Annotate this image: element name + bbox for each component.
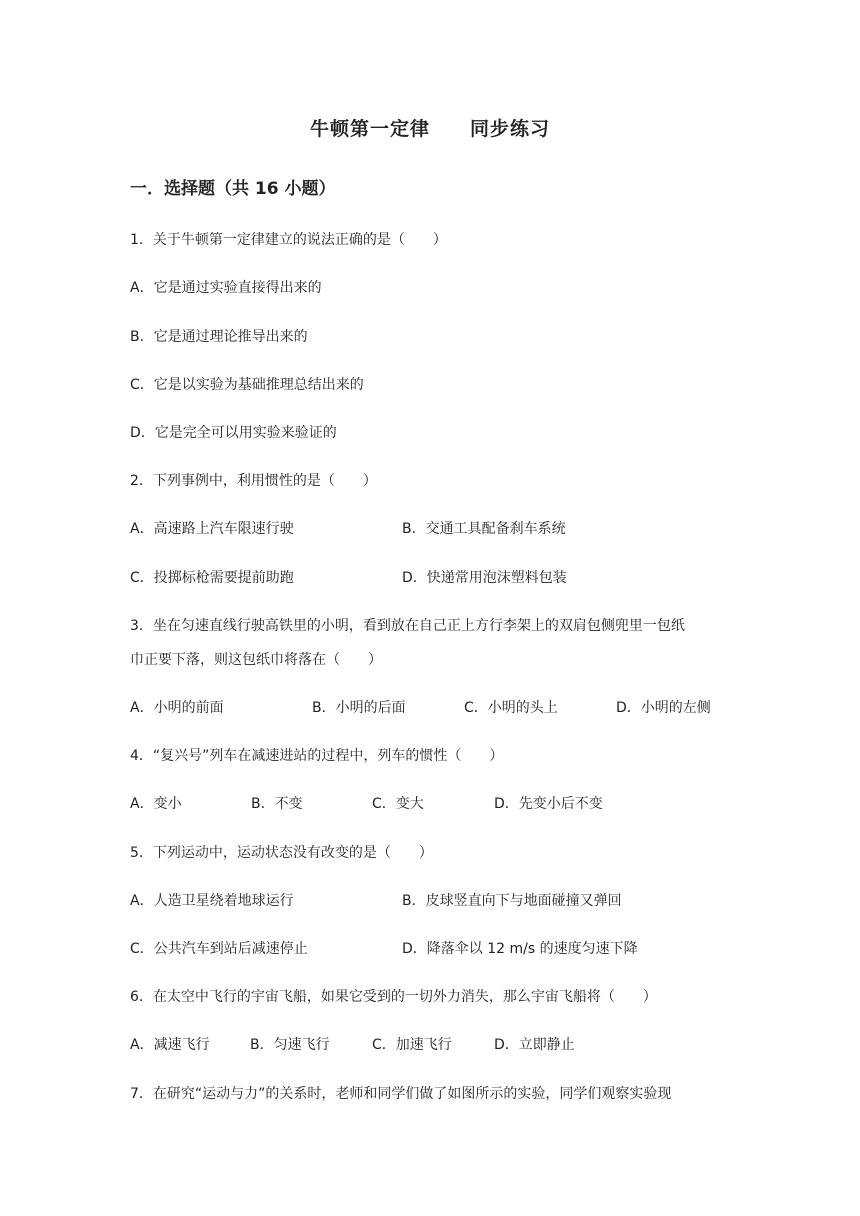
question-1-option-c[interactable]: C．它是以实验为基础推理总结出来的 (130, 377, 364, 393)
question-1-option-d[interactable]: D．它是完全可以用实验来验证的 (130, 425, 337, 441)
question-5-option-c[interactable]: C．公共汽车到站后减速停止 (130, 941, 308, 957)
question-3-stem-line-2: 巾正要下落，则这包纸巾将落在（ ） (130, 652, 382, 668)
question-1-stem: 1．关于牛顿第一定律建立的说法正确的是（ ） (130, 232, 447, 248)
question-2-option-b[interactable]: B．交通工具配备刹车系统 (402, 521, 566, 537)
question-6-stem: 6．在太空中飞行的宇宙飞船，如果它受到的一切外力消失，那么宇宙飞船将（ ） (130, 989, 657, 1005)
question-4-option-b[interactable]: B．不变 (251, 796, 303, 812)
question-4-option-a[interactable]: A．变小 (130, 796, 182, 812)
question-6-option-d[interactable]: D．立即静止 (494, 1037, 575, 1053)
question-4-stem: 4．“复兴号”列车在减速进站的过程中，列车的惯性（ ） (130, 748, 504, 764)
question-6-option-a[interactable]: A．减速飞行 (130, 1037, 210, 1053)
question-5-option-b[interactable]: B．皮球竖直向下与地面碰撞又弹回 (402, 893, 622, 909)
question-5-stem: 5．下列运动中，运动状态没有改变的是（ ） (130, 845, 433, 861)
question-2-option-c[interactable]: C．投掷标枪需要提前助跑 (130, 570, 294, 586)
section-heading: 一．选择题（共 16 小题） (130, 179, 336, 199)
page-title: 牛顿第一定律 同步练习 (309, 118, 550, 140)
question-3-option-c[interactable]: C．小明的头上 (464, 700, 558, 716)
question-5-option-d[interactable]: D．降落伞以 12 m/s 的速度匀速下降 (402, 941, 638, 957)
question-5-option-a[interactable]: A．人造卫星绕着地球运行 (130, 893, 294, 909)
question-2-option-a[interactable]: A．高速路上汽车限速行驶 (130, 521, 294, 537)
question-6-option-b[interactable]: B．匀速飞行 (250, 1037, 330, 1053)
question-3-option-a[interactable]: A．小明的前面 (130, 700, 224, 716)
question-2-stem: 2．下列事例中，利用惯性的是（ ） (130, 473, 377, 489)
question-1-option-b[interactable]: B．它是通过理论推导出来的 (130, 329, 308, 345)
question-4-option-c[interactable]: C．变大 (372, 796, 424, 812)
question-1-option-a[interactable]: A．它是通过实验直接得出来的 (130, 280, 322, 296)
question-3-option-d[interactable]: D．小明的左侧 (616, 700, 711, 716)
question-4-option-d[interactable]: D．先变小后不变 (494, 796, 603, 812)
question-3-stem-line-1: 3．坐在匀速直线行驶高铁里的小明，看到放在自己正上方行李架上的双肩包侧兜里一包纸 (130, 618, 685, 634)
question-2-option-d[interactable]: D．快递常用泡沫塑料包装 (402, 570, 567, 586)
question-7-stem: 7．在研究“运动与力”的关系时，老师和同学们做了如图所示的实验，同学们观察实验现 (130, 1086, 672, 1102)
question-6-option-c[interactable]: C．加速飞行 (372, 1037, 452, 1053)
question-3-option-b[interactable]: B．小明的后面 (312, 700, 406, 716)
